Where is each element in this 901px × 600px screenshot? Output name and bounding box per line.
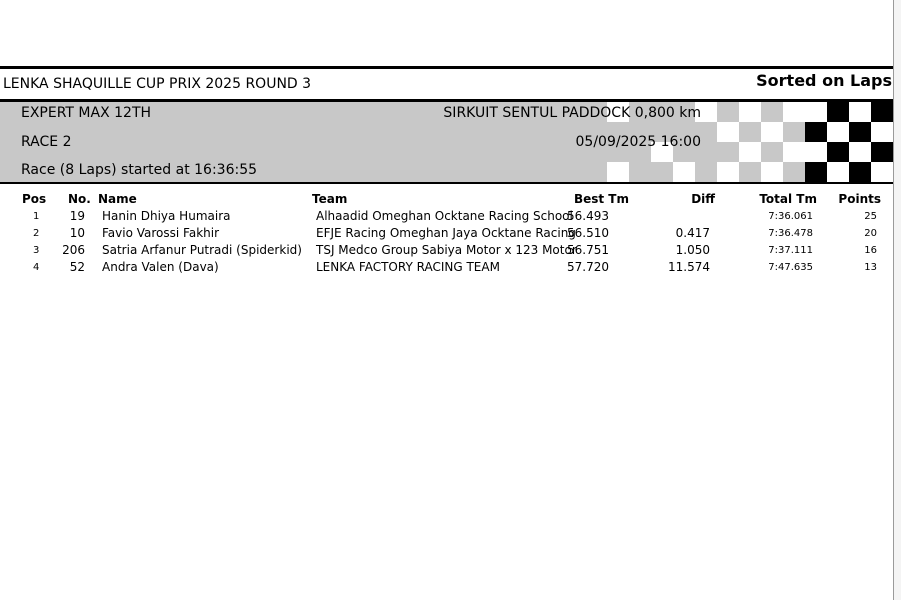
checker-square (739, 122, 761, 142)
checker-square (805, 142, 827, 162)
table-row (0, 226, 893, 243)
row-points: 16 (864, 245, 877, 256)
table-row (0, 260, 893, 277)
row-best: 56.510 (567, 226, 609, 240)
checker-square (673, 162, 695, 182)
class-name: EXPERT MAX 12TH (21, 105, 152, 121)
checker-square (783, 162, 805, 182)
row-pos: 4 (33, 262, 40, 273)
page-right-edge (893, 0, 901, 600)
row-pos: 3 (33, 245, 40, 256)
row-total: 7:47.635 (768, 262, 813, 273)
checker-square (849, 102, 871, 122)
checker-square (849, 142, 871, 162)
row-no: 206 (62, 243, 85, 257)
checker-square (717, 162, 739, 182)
col-points: Points (838, 192, 881, 206)
row-diff: 1.050 (675, 243, 710, 257)
checker-square (783, 122, 805, 142)
checker-square (871, 102, 893, 122)
checker-square (761, 162, 783, 182)
table-row (0, 209, 893, 226)
col-team: Team (312, 192, 348, 206)
row-no: 19 (69, 209, 85, 223)
checker-square (827, 102, 849, 122)
checker-square (783, 102, 805, 122)
checker-square (761, 102, 783, 122)
row-total: 7:36.478 (768, 228, 813, 239)
checker-square (827, 142, 849, 162)
checker-square (717, 102, 739, 122)
event-title: LENKA SHAQUILLE CUP PRIX 2025 ROUND 3 (3, 76, 312, 92)
checker-square (805, 122, 827, 142)
checker-square (805, 102, 827, 122)
results-header (0, 192, 893, 206)
row-team: LENKA FACTORY RACING TEAM (316, 260, 500, 274)
row-points: 20 (864, 228, 877, 239)
row-diff: 0.417 (675, 226, 710, 240)
row-name: Satria Arfanur Putradi (Spiderkid) (102, 243, 302, 257)
race-name: RACE 2 (21, 134, 72, 150)
row-pos: 2 (33, 228, 40, 239)
checker-square (739, 102, 761, 122)
checker-square (761, 122, 783, 142)
checker-square (805, 162, 827, 182)
checker-square (607, 162, 629, 182)
checker-square (783, 142, 805, 162)
checker-square (849, 122, 871, 142)
row-pos: 1 (33, 211, 40, 222)
row-team: TSJ Medco Group Sabiya Motor x 123 Motor (316, 243, 577, 257)
col-total: Total Tm (759, 192, 817, 206)
row-best: 56.751 (567, 243, 609, 257)
row-no: 52 (69, 260, 85, 274)
col-best: Best Tm (573, 192, 629, 206)
row-name: Hanin Dhiya Humaira (102, 209, 231, 223)
col-diff: Diff (691, 192, 715, 206)
checker-square (717, 122, 739, 142)
checker-square (739, 162, 761, 182)
race-info-panel (0, 102, 893, 182)
results-table (0, 209, 893, 277)
checker-square (827, 162, 849, 182)
checker-square (871, 142, 893, 162)
col-name: Name (98, 192, 137, 206)
race-datetime: 05/09/2025 16:00 (575, 134, 701, 150)
checker-square (761, 142, 783, 162)
info-divider (0, 182, 893, 184)
row-team: Alhaadid Omeghan Ocktane Racing School (316, 209, 573, 223)
sort-label: Sorted on Laps (756, 71, 892, 90)
row-points: 13 (864, 262, 877, 273)
row-name: Andra Valen (Dava) (102, 260, 219, 274)
row-diff: 11.574 (668, 260, 710, 274)
col-pos: Pos (22, 192, 47, 206)
row-points: 25 (864, 211, 877, 222)
row-best: 57.720 (567, 260, 609, 274)
row-total: 7:37.111 (768, 245, 813, 256)
row-name: Favio Varossi Fakhir (102, 226, 220, 240)
checker-square (739, 142, 761, 162)
table-row (0, 243, 893, 260)
circuit-name: SIRKUIT SENTUL PADDOCK 0,800 km (443, 105, 701, 121)
row-no: 10 (69, 226, 85, 240)
row-best: 56.493 (567, 209, 609, 223)
checker-square (849, 162, 871, 182)
row-team: EFJE Racing Omeghan Jaya Ocktane Racing (316, 226, 576, 240)
checker-square (871, 162, 893, 182)
col-no: No. (68, 192, 91, 206)
row-total: 7:36.061 (768, 211, 813, 222)
checker-square (871, 122, 893, 142)
race-start: Race (8 Laps) started at 16:36:55 (21, 162, 258, 178)
title-row (0, 69, 893, 99)
checker-square (827, 122, 849, 142)
checker-square (717, 142, 739, 162)
